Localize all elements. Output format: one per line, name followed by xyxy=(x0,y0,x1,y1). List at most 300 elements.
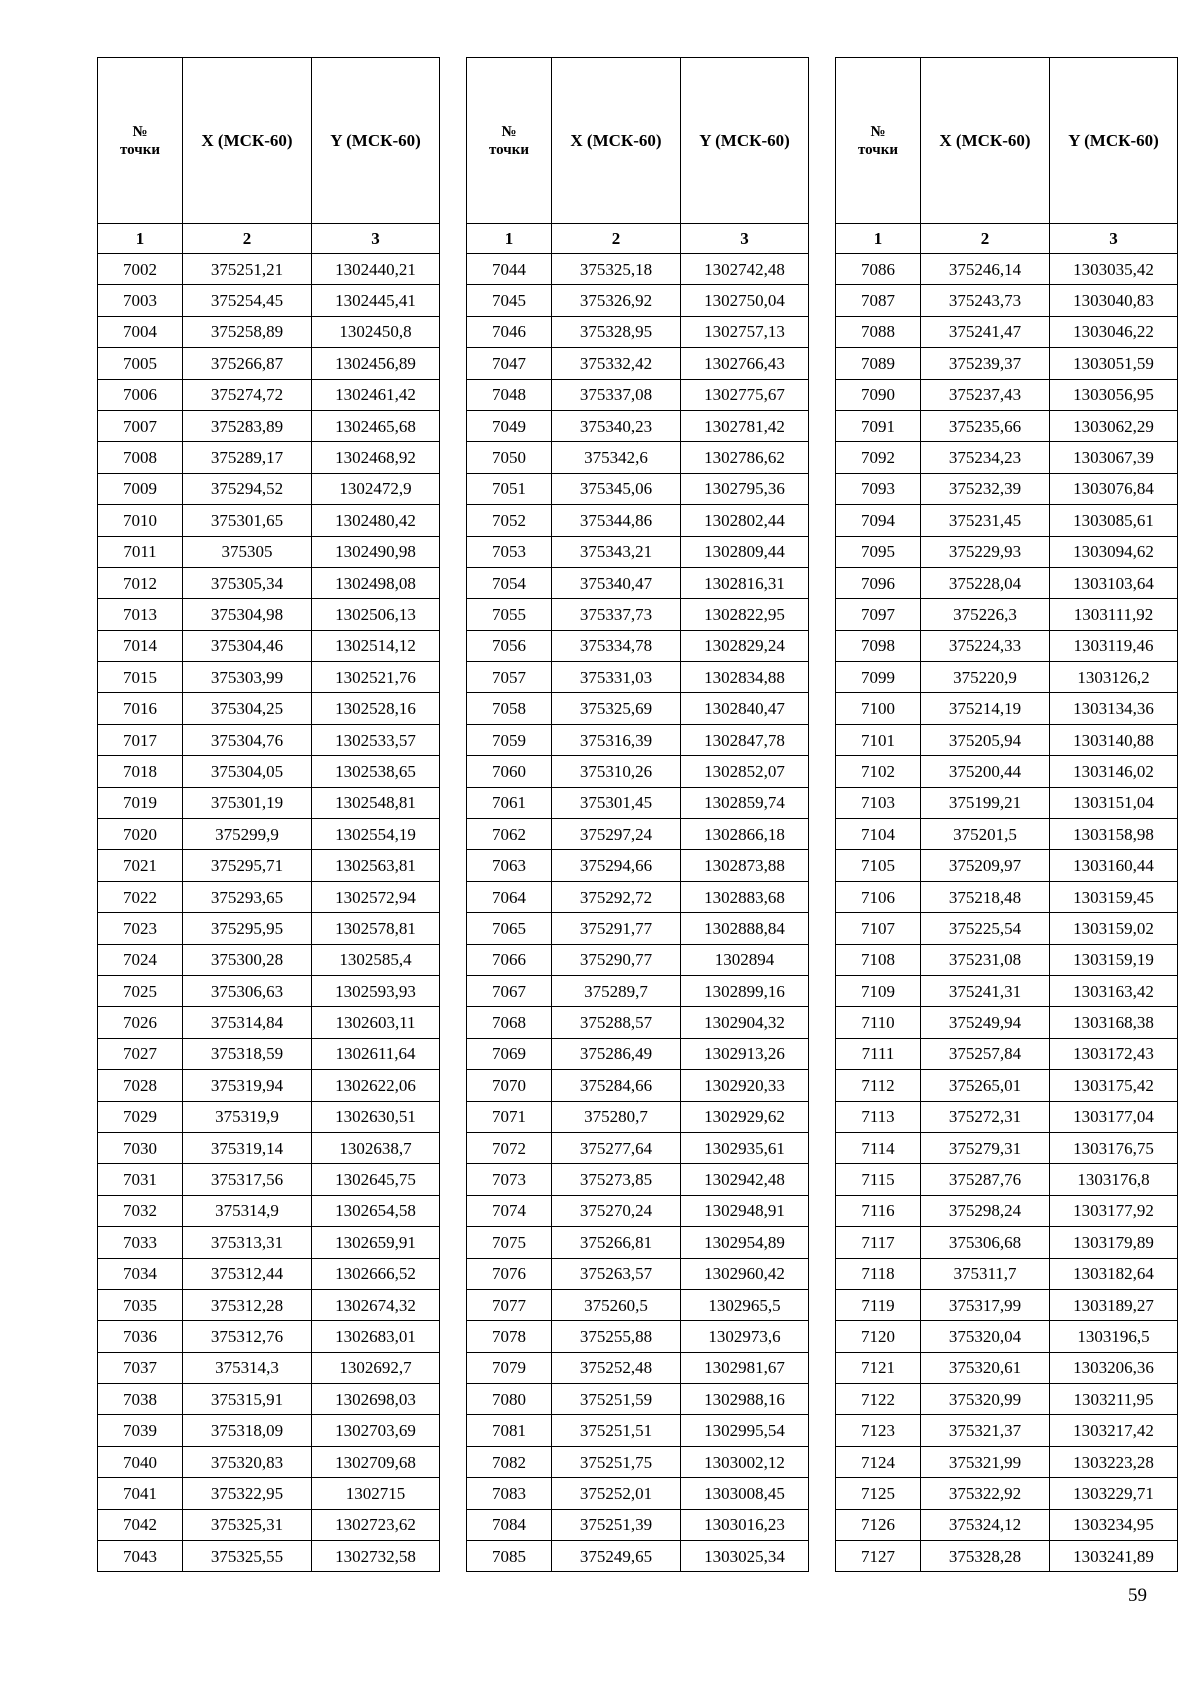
point-number-cell: 7089 xyxy=(836,348,921,379)
x-coord-cell: 375319,9 xyxy=(183,1101,312,1132)
x-coord-cell: 375320,04 xyxy=(921,1321,1050,1352)
point-number-cell: 7088 xyxy=(836,316,921,347)
y-coord-cell: 1302445,41 xyxy=(312,285,440,316)
x-coord-cell: 375287,76 xyxy=(921,1164,1050,1195)
point-number-cell: 7083 xyxy=(467,1478,552,1509)
table-row xyxy=(467,1446,809,1477)
point-number-cell: 7061 xyxy=(467,787,552,818)
table-row xyxy=(98,1289,440,1320)
x-coord-cell: 375342,6 xyxy=(552,442,681,473)
point-number-cell: 7091 xyxy=(836,410,921,441)
y-coord-cell: 1302578,81 xyxy=(312,913,440,944)
y-coord-cell: 1302465,68 xyxy=(312,410,440,441)
point-number-cell: 7067 xyxy=(467,975,552,1006)
y-coord-cell: 1302630,51 xyxy=(312,1101,440,1132)
column-index: 1 xyxy=(467,224,552,254)
table-row xyxy=(98,410,440,441)
y-coord-cell: 1302973,6 xyxy=(681,1321,809,1352)
y-coord-cell: 1302611,64 xyxy=(312,1038,440,1069)
table-row xyxy=(467,1321,809,1352)
point-number-cell: 7096 xyxy=(836,567,921,598)
point-number-cell: 7023 xyxy=(98,913,183,944)
y-coord-cell: 1303176,75 xyxy=(1050,1132,1178,1163)
point-number-cell: 7052 xyxy=(467,505,552,536)
point-number-cell: 7112 xyxy=(836,1070,921,1101)
point-number-cell: 7024 xyxy=(98,944,183,975)
point-number-cell: 7097 xyxy=(836,599,921,630)
point-number-cell: 7035 xyxy=(98,1289,183,1320)
point-number-cell: 7027 xyxy=(98,1038,183,1069)
y-coord-cell: 1303103,64 xyxy=(1050,567,1178,598)
table-row xyxy=(836,1478,1178,1509)
table-row xyxy=(98,1352,440,1383)
point-number-cell: 7087 xyxy=(836,285,921,316)
point-number-cell: 7066 xyxy=(467,944,552,975)
x-coord-cell: 375325,55 xyxy=(183,1541,312,1572)
y-coord-cell: 1302904,32 xyxy=(681,1007,809,1038)
point-number-cell: 7029 xyxy=(98,1101,183,1132)
table-row xyxy=(98,1164,440,1195)
y-coord-cell: 1303177,04 xyxy=(1050,1101,1178,1132)
x-coord-cell: 375325,18 xyxy=(552,254,681,285)
x-coord-cell: 375343,21 xyxy=(552,536,681,567)
point-number-cell: 7032 xyxy=(98,1195,183,1226)
table-row xyxy=(98,1101,440,1132)
point-number-cell: 7068 xyxy=(467,1007,552,1038)
point-number-cell: 7049 xyxy=(467,410,552,441)
point-number-cell: 7010 xyxy=(98,505,183,536)
x-coord-cell: 375295,71 xyxy=(183,850,312,881)
table-row xyxy=(836,1352,1178,1383)
x-coord-cell: 375241,47 xyxy=(921,316,1050,347)
table-row xyxy=(98,1227,440,1258)
point-number-cell: 7074 xyxy=(467,1195,552,1226)
x-coord-cell: 375214,19 xyxy=(921,693,1050,724)
x-coord-cell: 375304,98 xyxy=(183,599,312,630)
table-row xyxy=(467,1541,809,1572)
x-coord-cell: 375299,9 xyxy=(183,819,312,850)
y-coord-cell: 1302781,42 xyxy=(681,410,809,441)
column-index: 2 xyxy=(921,224,1050,254)
table-row xyxy=(467,1227,809,1258)
y-coord-cell: 1303134,36 xyxy=(1050,693,1178,724)
coordinates-table-1 xyxy=(97,57,440,1572)
y-coord-cell: 1303111,92 xyxy=(1050,599,1178,630)
x-coord-cell: 375298,24 xyxy=(921,1195,1050,1226)
table-row xyxy=(836,1509,1178,1540)
table-row xyxy=(98,693,440,724)
point-number-cell: 7043 xyxy=(98,1541,183,1572)
y-coord-cell: 1302521,76 xyxy=(312,662,440,693)
x-coord-header: X (МСК-60) xyxy=(552,58,681,224)
x-coord-cell: 375311,7 xyxy=(921,1258,1050,1289)
table-row xyxy=(467,599,809,630)
x-coord-cell: 375266,87 xyxy=(183,348,312,379)
table-row xyxy=(98,254,440,285)
point-number-cell: 7086 xyxy=(836,254,921,285)
table-row xyxy=(98,505,440,536)
y-coord-cell: 1302981,67 xyxy=(681,1352,809,1383)
x-coord-cell: 375254,45 xyxy=(183,285,312,316)
x-coord-cell: 375316,39 xyxy=(552,724,681,755)
point-number-cell: 7034 xyxy=(98,1258,183,1289)
point-number-cell: 7084 xyxy=(467,1509,552,1540)
y-coord-cell: 1302440,21 xyxy=(312,254,440,285)
point-number-cell: 7078 xyxy=(467,1321,552,1352)
table-row xyxy=(836,913,1178,944)
point-number-cell: 7077 xyxy=(467,1289,552,1320)
table-row xyxy=(836,1070,1178,1101)
table-row xyxy=(836,1541,1178,1572)
y-coord-cell: 1303035,42 xyxy=(1050,254,1178,285)
table-row xyxy=(98,756,440,787)
y-coord-cell: 1302528,16 xyxy=(312,693,440,724)
x-coord-cell: 375289,7 xyxy=(552,975,681,1006)
x-coord-cell: 375325,69 xyxy=(552,693,681,724)
point-number-cell: 7045 xyxy=(467,285,552,316)
point-number-cell: 7082 xyxy=(467,1446,552,1477)
table-row xyxy=(98,913,440,944)
point-number-cell: 7036 xyxy=(98,1321,183,1352)
y-coord-cell: 1302786,62 xyxy=(681,442,809,473)
y-coord-cell: 1302593,93 xyxy=(312,975,440,1006)
point-number-cell: 7008 xyxy=(98,442,183,473)
table-row xyxy=(836,1446,1178,1477)
y-coord-cell: 1303241,89 xyxy=(1050,1541,1178,1572)
point-number-cell: 7107 xyxy=(836,913,921,944)
point-number-cell: 7125 xyxy=(836,1478,921,1509)
y-coord-cell: 1302757,13 xyxy=(681,316,809,347)
point-number-cell: 7116 xyxy=(836,1195,921,1226)
x-coord-cell: 375314,3 xyxy=(183,1352,312,1383)
y-coord-cell: 1302638,7 xyxy=(312,1132,440,1163)
y-coord-cell: 1302572,94 xyxy=(312,881,440,912)
x-coord-cell: 375324,12 xyxy=(921,1509,1050,1540)
table-row xyxy=(98,348,440,379)
y-coord-cell: 1302472,9 xyxy=(312,473,440,504)
y-coord-cell: 1303025,34 xyxy=(681,1541,809,1572)
table-row xyxy=(467,1478,809,1509)
x-coord-cell: 375317,56 xyxy=(183,1164,312,1195)
x-coord-cell: 375200,44 xyxy=(921,756,1050,787)
table-row xyxy=(98,1258,440,1289)
x-coord-cell: 375318,09 xyxy=(183,1415,312,1446)
y-coord-cell: 1302920,33 xyxy=(681,1070,809,1101)
table-row xyxy=(467,693,809,724)
x-coord-cell: 375272,31 xyxy=(921,1101,1050,1132)
x-coord-cell: 375301,45 xyxy=(552,787,681,818)
table-row xyxy=(98,1321,440,1352)
x-coord-cell: 375314,84 xyxy=(183,1007,312,1038)
x-coord-cell: 375260,5 xyxy=(552,1289,681,1320)
x-coord-cell: 375297,24 xyxy=(552,819,681,850)
table-row xyxy=(836,410,1178,441)
table-row xyxy=(836,881,1178,912)
x-coord-header: X (МСК-60) xyxy=(183,58,312,224)
y-coord-cell: 1303172,43 xyxy=(1050,1038,1178,1069)
table-row xyxy=(836,756,1178,787)
table-row xyxy=(98,1415,440,1446)
x-coord-cell: 375320,83 xyxy=(183,1446,312,1477)
y-coord-cell: 1302834,88 xyxy=(681,662,809,693)
point-number-cell: 7065 xyxy=(467,913,552,944)
y-coord-cell: 1303206,36 xyxy=(1050,1352,1178,1383)
point-number-cell: 7013 xyxy=(98,599,183,630)
x-coord-cell: 375291,77 xyxy=(552,913,681,944)
point-number-cell: 7050 xyxy=(467,442,552,473)
table-row xyxy=(98,975,440,1006)
table-row xyxy=(467,850,809,881)
point-number-cell: 7017 xyxy=(98,724,183,755)
point-number-cell: 7079 xyxy=(467,1352,552,1383)
point-number-cell: 7064 xyxy=(467,881,552,912)
point-number-cell: 7033 xyxy=(98,1227,183,1258)
y-coord-cell: 1302645,75 xyxy=(312,1164,440,1195)
x-coord-cell: 375228,04 xyxy=(921,567,1050,598)
x-coord-cell: 375340,23 xyxy=(552,410,681,441)
y-coord-cell: 1302965,5 xyxy=(681,1289,809,1320)
point-number-cell: 7072 xyxy=(467,1132,552,1163)
x-coord-cell: 375301,65 xyxy=(183,505,312,536)
table-row xyxy=(836,944,1178,975)
table-row xyxy=(98,1070,440,1101)
y-coord-cell: 1302852,07 xyxy=(681,756,809,787)
table-row xyxy=(836,724,1178,755)
x-coord-cell: 375252,01 xyxy=(552,1478,681,1509)
point-number-cell: 7016 xyxy=(98,693,183,724)
y-coord-cell: 1303159,02 xyxy=(1050,913,1178,944)
x-coord-cell: 375205,94 xyxy=(921,724,1050,755)
point-number-cell: 7126 xyxy=(836,1509,921,1540)
table-row xyxy=(98,630,440,661)
table-row xyxy=(836,630,1178,661)
y-coord-cell: 1302654,58 xyxy=(312,1195,440,1226)
x-coord-cell: 375319,94 xyxy=(183,1070,312,1101)
table-row xyxy=(836,1101,1178,1132)
x-coord-cell: 375290,77 xyxy=(552,944,681,975)
table-row xyxy=(467,724,809,755)
x-coord-cell: 375295,95 xyxy=(183,913,312,944)
point-number-cell: 7114 xyxy=(836,1132,921,1163)
table-row xyxy=(98,1446,440,1477)
y-coord-cell: 1302840,47 xyxy=(681,693,809,724)
column-index: 3 xyxy=(681,224,809,254)
table-row xyxy=(467,316,809,347)
y-coord-cell: 1303056,95 xyxy=(1050,379,1178,410)
y-coord-cell: 1302948,91 xyxy=(681,1195,809,1226)
y-coord-cell: 1303229,71 xyxy=(1050,1478,1178,1509)
point-number-cell: 7030 xyxy=(98,1132,183,1163)
table-row xyxy=(98,1384,440,1415)
y-coord-cell: 1302935,61 xyxy=(681,1132,809,1163)
point-number-cell: 7085 xyxy=(467,1541,552,1572)
point-number-cell: 7073 xyxy=(467,1164,552,1195)
point-number-cell: 7009 xyxy=(98,473,183,504)
table-row xyxy=(467,473,809,504)
point-number-cell: 7118 xyxy=(836,1258,921,1289)
point-number-cell: 7025 xyxy=(98,975,183,1006)
y-coord-cell: 1302802,44 xyxy=(681,505,809,536)
x-coord-cell: 375231,45 xyxy=(921,505,1050,536)
table-row xyxy=(836,1038,1178,1069)
point-number-cell: 7041 xyxy=(98,1478,183,1509)
table-row xyxy=(836,1164,1178,1195)
point-number-cell: 7075 xyxy=(467,1227,552,1258)
x-coord-cell: 375286,49 xyxy=(552,1038,681,1069)
y-coord-cell: 1302866,18 xyxy=(681,819,809,850)
y-coord-cell: 1302988,16 xyxy=(681,1384,809,1415)
y-coord-cell: 1302816,31 xyxy=(681,567,809,598)
point-number-cell: 7104 xyxy=(836,819,921,850)
x-coord-cell: 375310,26 xyxy=(552,756,681,787)
table-row xyxy=(836,1195,1178,1226)
y-coord-cell: 1302847,78 xyxy=(681,724,809,755)
y-coord-cell: 1303189,27 xyxy=(1050,1289,1178,1320)
x-coord-cell: 375277,64 xyxy=(552,1132,681,1163)
y-coord-cell: 1302498,08 xyxy=(312,567,440,598)
x-coord-cell: 375257,84 xyxy=(921,1038,1050,1069)
y-coord-cell: 1303016,23 xyxy=(681,1509,809,1540)
y-coord-cell: 1302775,67 xyxy=(681,379,809,410)
y-coord-cell: 1302703,69 xyxy=(312,1415,440,1446)
table-row xyxy=(467,1195,809,1226)
x-coord-cell: 375325,31 xyxy=(183,1509,312,1540)
x-coord-cell: 375334,78 xyxy=(552,630,681,661)
y-coord-cell: 1302954,89 xyxy=(681,1227,809,1258)
y-coord-cell: 1303179,89 xyxy=(1050,1227,1178,1258)
x-coord-cell: 375314,9 xyxy=(183,1195,312,1226)
x-coord-cell: 375305,34 xyxy=(183,567,312,598)
table-row xyxy=(836,505,1178,536)
x-coord-cell: 375255,88 xyxy=(552,1321,681,1352)
y-coord-cell: 1302873,88 xyxy=(681,850,809,881)
y-coord-cell: 1302461,42 xyxy=(312,379,440,410)
table-row xyxy=(467,505,809,536)
y-coord-cell: 1302894 xyxy=(681,944,809,975)
y-coord-cell: 1303051,59 xyxy=(1050,348,1178,379)
point-number-cell: 7011 xyxy=(98,536,183,567)
y-coord-cell: 1303182,64 xyxy=(1050,1258,1178,1289)
x-coord-cell: 375300,28 xyxy=(183,944,312,975)
x-coord-cell: 375304,76 xyxy=(183,724,312,755)
point-number-cell: 7124 xyxy=(836,1446,921,1477)
table-row xyxy=(98,316,440,347)
y-coord-cell: 1302490,98 xyxy=(312,536,440,567)
column-index: 2 xyxy=(552,224,681,254)
y-coord-cell: 1302554,19 xyxy=(312,819,440,850)
x-coord-cell: 375289,17 xyxy=(183,442,312,473)
x-coord-cell: 375251,75 xyxy=(552,1446,681,1477)
y-coord-cell: 1303094,62 xyxy=(1050,536,1178,567)
table-row xyxy=(467,1132,809,1163)
point-number-cell: 7048 xyxy=(467,379,552,410)
y-coord-cell: 1302750,04 xyxy=(681,285,809,316)
y-coord-cell: 1303008,45 xyxy=(681,1478,809,1509)
x-coord-cell: 375266,81 xyxy=(552,1227,681,1258)
point-number-cell: 7111 xyxy=(836,1038,921,1069)
y-coord-cell: 1303211,95 xyxy=(1050,1384,1178,1415)
table-row xyxy=(467,787,809,818)
point-number-cell: 7047 xyxy=(467,348,552,379)
y-coord-cell: 1302456,89 xyxy=(312,348,440,379)
table-row xyxy=(467,944,809,975)
point-number-cell: 7100 xyxy=(836,693,921,724)
table-row xyxy=(836,787,1178,818)
table-row xyxy=(467,1384,809,1415)
point-number-cell: 7106 xyxy=(836,881,921,912)
x-coord-cell: 375332,42 xyxy=(552,348,681,379)
point-number-cell: 7060 xyxy=(467,756,552,787)
table-row xyxy=(836,662,1178,693)
x-coord-cell: 375322,92 xyxy=(921,1478,1050,1509)
table-row xyxy=(98,1541,440,1572)
table-row xyxy=(98,850,440,881)
point-number-cell: 7003 xyxy=(98,285,183,316)
point-number-cell: 7092 xyxy=(836,442,921,473)
table-row xyxy=(467,1289,809,1320)
x-coord-cell: 375220,9 xyxy=(921,662,1050,693)
y-coord-cell: 1302450,8 xyxy=(312,316,440,347)
point-number-cell: 7123 xyxy=(836,1415,921,1446)
point-number-cell: 7113 xyxy=(836,1101,921,1132)
table-row xyxy=(467,348,809,379)
x-coord-cell: 375251,51 xyxy=(552,1415,681,1446)
y-coord-cell: 1302603,11 xyxy=(312,1007,440,1038)
y-coord-cell: 1303119,46 xyxy=(1050,630,1178,661)
x-coord-cell: 375199,21 xyxy=(921,787,1050,818)
y-coord-cell: 1302723,62 xyxy=(312,1509,440,1540)
table-row xyxy=(98,944,440,975)
point-number-cell: 7040 xyxy=(98,1446,183,1477)
table-row xyxy=(836,693,1178,724)
table-row xyxy=(467,567,809,598)
table-row xyxy=(467,662,809,693)
y-coord-cell: 1303151,04 xyxy=(1050,787,1178,818)
x-coord-cell: 375301,19 xyxy=(183,787,312,818)
table-row xyxy=(467,379,809,410)
point-number-cell: 7019 xyxy=(98,787,183,818)
coordinates-table-3 xyxy=(835,57,1178,1572)
y-coord-cell: 1302622,06 xyxy=(312,1070,440,1101)
point-number-header: № точки xyxy=(98,58,183,224)
y-coord-header: Y (МСК-60) xyxy=(312,58,440,224)
y-coord-cell: 1302709,68 xyxy=(312,1446,440,1477)
x-coord-cell: 375231,08 xyxy=(921,944,1050,975)
table-row xyxy=(98,442,440,473)
y-coord-cell: 1303234,95 xyxy=(1050,1509,1178,1540)
point-number-cell: 7119 xyxy=(836,1289,921,1320)
table-row xyxy=(836,473,1178,504)
x-coord-cell: 375252,48 xyxy=(552,1352,681,1383)
table-row xyxy=(467,1258,809,1289)
x-coord-cell: 375331,03 xyxy=(552,662,681,693)
point-number-cell: 7007 xyxy=(98,410,183,441)
x-coord-cell: 375284,66 xyxy=(552,1070,681,1101)
y-coord-cell: 1303062,29 xyxy=(1050,410,1178,441)
point-number-header: № точки xyxy=(467,58,552,224)
point-number-cell: 7054 xyxy=(467,567,552,598)
x-coord-cell: 375246,14 xyxy=(921,254,1050,285)
point-number-cell: 7051 xyxy=(467,473,552,504)
x-coord-cell: 375337,08 xyxy=(552,379,681,410)
table-row xyxy=(98,379,440,410)
y-coord-cell: 1302822,95 xyxy=(681,599,809,630)
table-row xyxy=(836,819,1178,850)
point-number-cell: 7020 xyxy=(98,819,183,850)
table-row xyxy=(98,1478,440,1509)
y-coord-cell: 1303168,38 xyxy=(1050,1007,1178,1038)
y-coord-cell: 1303175,42 xyxy=(1050,1070,1178,1101)
